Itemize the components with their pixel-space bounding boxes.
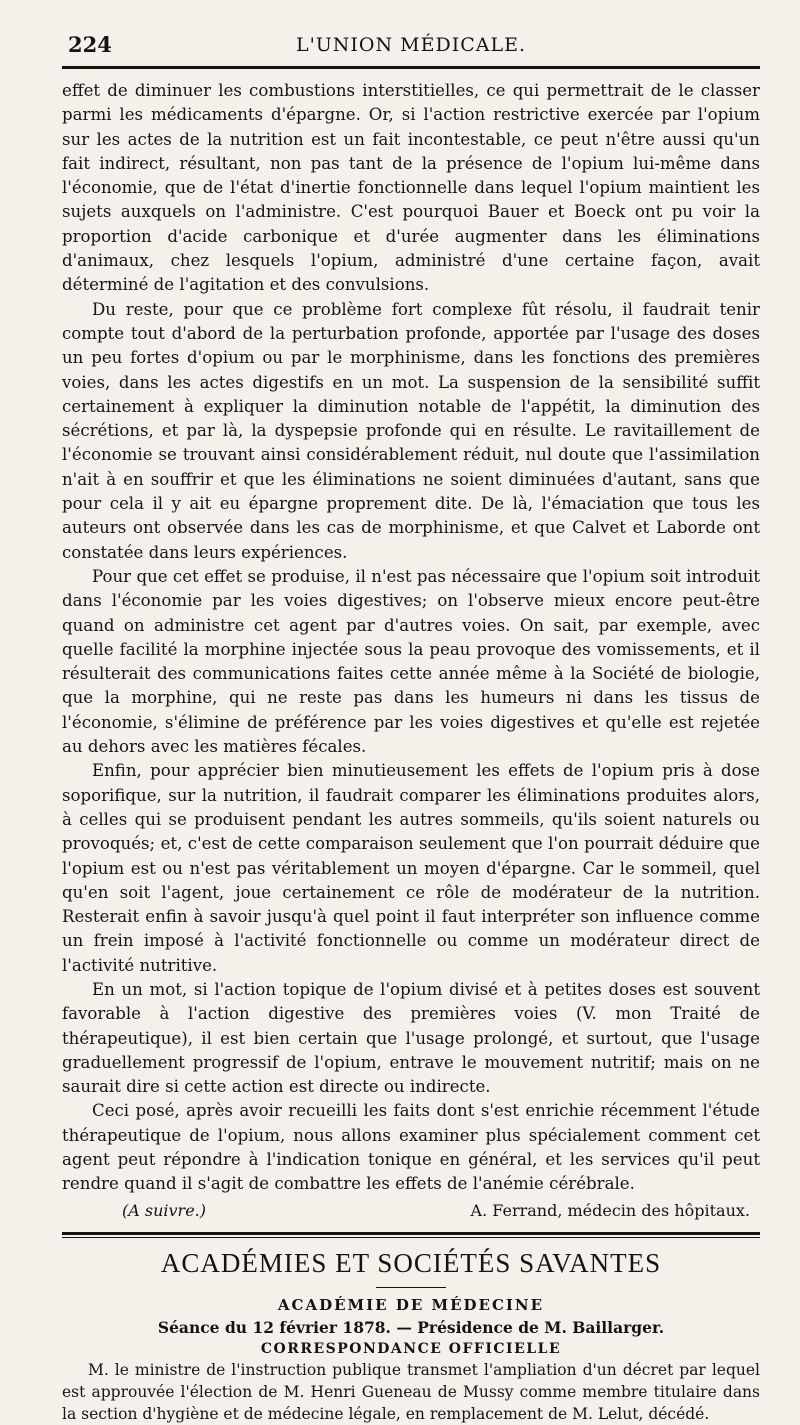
paragraph: effet de diminuer les combustions interstitielles, ce qui permettrait de le classer parmi les médicaments d'épargne. Or, si l'action restrictive exercée par l'opium sur les actes de la nutrition est un fait incontestable, ce peut n'être aussi qu'un fait indirect, résultant, non pas tant de la présence de l'opium lui-même dans l'économie, que de l'état d'inertie fonctionnelle dans lequel l'opium maintient les sujets auxquels on l'administre. C'est pourquoi Bauer et Boeck ont pu voir la proportion d'acide carbonique et d'urée augmenter dans les éliminations d'animaux, chez lesquels l'opium, administré d'une certaine façon, avait déterminé de l'agitation et des convulsions. [62, 81, 760, 295]
correspondence-body [62, 1359, 760, 1425]
correspondence-heading: CORRESPONDANCE OFFICIELLE [260, 1340, 562, 1357]
paragraph: Ceci posé, après avoir recueilli les faits dont s'est enrichie récemment l'étude thérapeutique de l'opium, nous allons examiner plus spécialement comment cet agent peut répondre à l'indication tonique en général, et les services qu'il peut rendre quand il s'agit de combattre les effets de l'anémie cérébrale. [62, 1101, 760, 1194]
page-header [62, 24, 760, 64]
session-line: Séance du 12 février 1878. — Présidence de M. Baillarger. [157, 1317, 665, 1337]
section-separator-rule [62, 1232, 760, 1238]
to-be-continued: (A suivre.) [122, 1200, 206, 1220]
paragraph: Du reste, pour que ce problème fort complexe fût résolu, il faudrait tenir compte tout d'abord de la perturbation profonde, apportée par l'usage des doses un peu fortes d'opium ou par le morphinisme, dans les fonctions des premières voies, dans les actes digestifs en un mot. La suspension de la sensibilité suffit certainement à expliquer la diminution notable de l'appétit, la diminution des sécrétions, et par là, la dyspepsie profonde qui en résulte. Le ravitaillement de l'économie se trouvant ainsi considérablement réduit, nul doute que l'assimilation n'ait à en souffrir et que les éliminations ne soient diminuées d'autant, sans que pour cela il y ait eu épargne proprement dite. De là, l'émaciation que tous les auteurs ont observée dans les cas de morphinisme, et que Calvet et Laborde ont constatée dans leurs expériences. [62, 299, 760, 562]
section-title: ACADÉMIES ET SOCIÉTÉS SAVANTES [160, 1247, 662, 1278]
author-signature: A. Ferrand, médecin des hôpitaux. [470, 1200, 750, 1220]
paragraph: M. le ministre de l'instruction publique transmet l'ampliation d'un décret par lequel est approuvée l'élection de M. Henri Gueneau de Mussy comme membre titulaire dans la section d'hygiène et de médecine légale, en remplacement de M. Lelut, décédé. [62, 1360, 760, 1423]
short-divider [376, 1287, 446, 1288]
paragraph: Enfin, pour apprécier bien minutieusement les effets de l'opium pris à dose soporifique, sur la nutrition, il faudrait comparer les éliminations produites alors, à celles qui se produisent pendant les autres sommeils, qu'ils soient naturels ou provoqués; et, c'est de cette comparaison seulement que l'on pourrait déduire que l'opium est ou n'est pas véritablement un moyen d'épargne. Car le sommeil, quel qu'en soit l'agent, joue certainement ce rôle de modérateur de la nutrition. Resterait enfin à savoir jusqu'à quel point il faut interpréter son influence comme un frein imposé à l'activité fonctionnelle ou comme un modérateur direct de l'activité nutritive. [62, 761, 760, 975]
running-title: L'UNION MÉDICALE. [295, 34, 527, 56]
article-signature [122, 1201, 750, 1220]
paragraph: En un mot, si l'action topique de l'opium divisé et à petites doses est souvent favorable à l'action digestive des premières voies (V. mon Traité de thérapeutique), il est bien certain que l'usage prolongé, et surtout, que l'usage graduellement progressif de l'opium, entrave le mouvement nutritif; mais on ne saurait dire si cette action est directe ou indirecte. [62, 979, 760, 1097]
academy-title: ACADÉMIE DE MÉDECINE [277, 1295, 545, 1314]
header-rule [62, 66, 760, 69]
page-number: 224 [68, 32, 112, 57]
article-body [62, 79, 760, 1197]
paragraph: Pour que cet effet se produise, il n'est pas nécessaire que l'opium soit introduit dans l'économie par les voies digestives; on l'observe mieux encore peut-être quand on administre cet agent par d'autres voies. On sait, par exemple, avec quelle facilité la morphine injectée sous la peau provoque des vomissements, et il résulterait des communications faites cette année même à la Société de biologie, que la morphine, qui ne reste pas dans les humeurs ni dans les tissus de l'économie, s'élimine de préférence par les voies digestives et qu'elle est rejetée au dehors avec les matières fécales. [62, 566, 760, 757]
